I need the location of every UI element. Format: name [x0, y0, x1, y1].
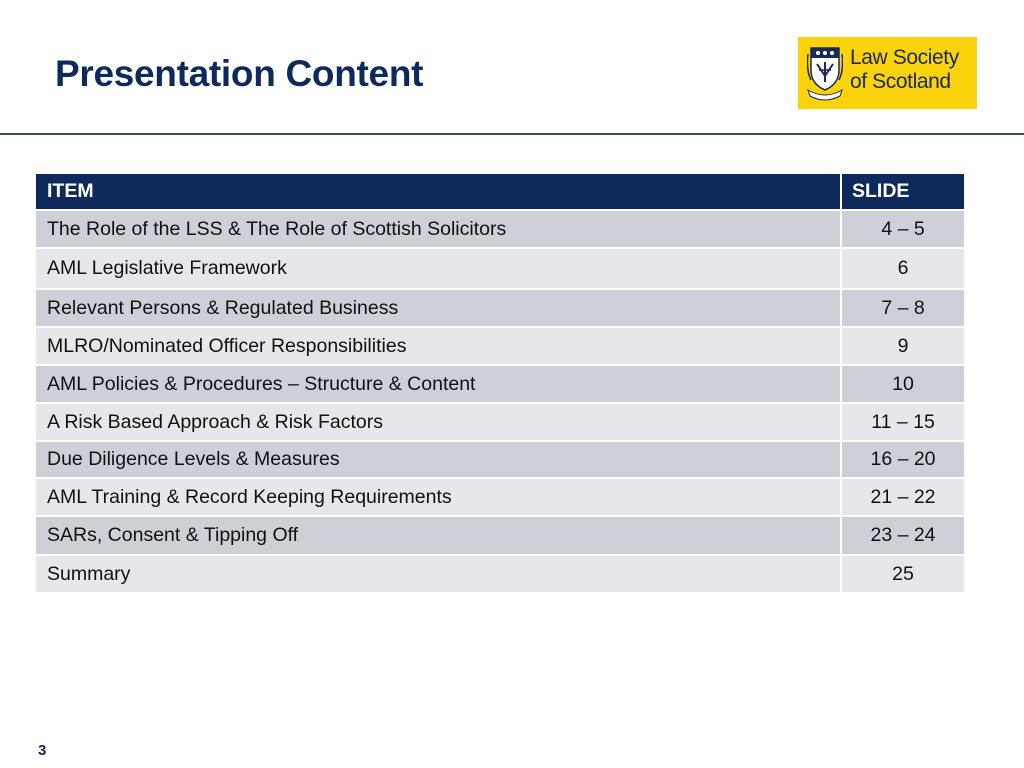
logo-text-line1: Law Society [850, 46, 959, 69]
table-row [36, 517, 964, 556]
slide-cell: 7 – 8 [842, 290, 964, 328]
table-row [36, 442, 964, 479]
slide-cell: 10 [842, 366, 964, 404]
slide-cell: 21 – 22 [842, 479, 964, 517]
slide-cell: 23 – 24 [842, 517, 964, 556]
item-cell: AML Policies & Procedures – Structure & Content [36, 366, 842, 404]
table-row [36, 328, 964, 366]
table-row [36, 366, 964, 404]
contents-table [36, 174, 964, 594]
item-cell: A Risk Based Approach & Risk Factors [36, 404, 842, 442]
table-row [36, 211, 964, 249]
item-cell: MLRO/Nominated Officer Responsibilities [36, 328, 842, 366]
slide-cell: 9 [842, 328, 964, 366]
logo-text-line2: of Scotland [850, 70, 951, 93]
slide-cell: 11 – 15 [842, 404, 964, 442]
table-row [36, 290, 964, 328]
crest-icon [807, 44, 843, 102]
table-row [36, 556, 964, 594]
item-cell: AML Training & Record Keeping Requirements [36, 479, 842, 517]
table-row [36, 404, 964, 442]
column-header-item: ITEM [36, 174, 842, 211]
table-header-row [36, 174, 964, 211]
table-row [36, 249, 964, 290]
slide-title: Presentation Content [55, 53, 424, 94]
item-cell: SARs, Consent & Tipping Off [36, 517, 842, 556]
slide-cell: 4 – 5 [842, 211, 964, 249]
slide-cell: 16 – 20 [842, 442, 964, 479]
item-cell: Summary [36, 556, 842, 594]
item-cell: AML Legislative Framework [36, 249, 842, 290]
item-cell: The Role of the LSS & The Role of Scottish Solicitors [36, 211, 842, 249]
title-divider [0, 133, 1024, 135]
item-cell: Relevant Persons & Regulated Business [36, 290, 842, 328]
item-cell: Due Diligence Levels & Measures [36, 442, 842, 479]
law-society-logo [798, 37, 977, 109]
page-number: 3 [38, 742, 47, 759]
slide-cell: 25 [842, 556, 964, 594]
table-row [36, 479, 964, 517]
column-header-slide: SLIDE [842, 174, 964, 211]
slide-cell: 6 [842, 249, 964, 290]
